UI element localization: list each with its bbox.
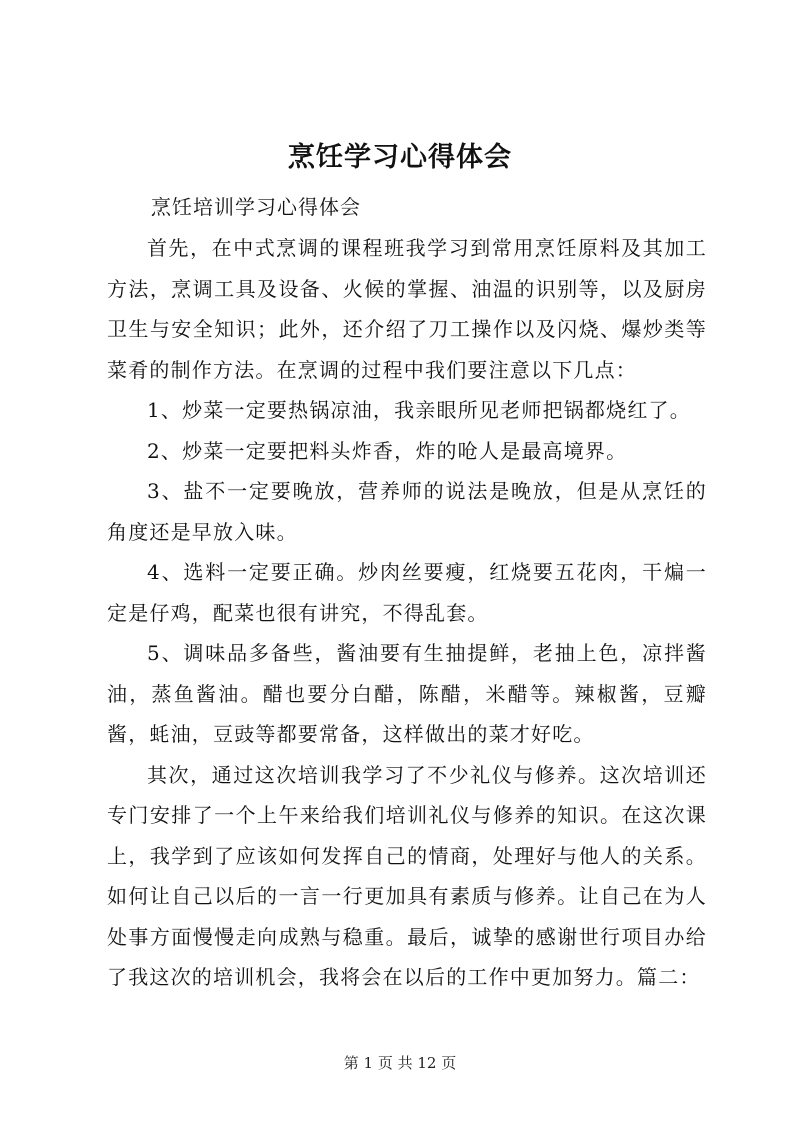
paragraph-point-3: 3、盐不一定要晚放，营养师的说法是晚放，但是从烹饪的角度还是早放入味。 <box>107 479 707 544</box>
paragraph-intro: 首先，在中式烹调的课程班我学习到常用烹饪原料及其加工方法，烹调工具及设备、火候的掌握、油温的识别等，以及厨房卫生与安全知识；此外，还介绍了刀工操作以及闪烧、爆炒类等菜肴的制作方法。在烹调的过程中我们要注意以下几点： <box>107 236 707 382</box>
page-footer: 第 1 页 共 12 页 <box>343 1054 457 1072</box>
document-body <box>107 228 707 998</box>
document-title: 烹饪学习心得体会 <box>288 142 512 173</box>
paragraph-point-5: 5、调味品多备些，酱油要有生抽提鲜，老抽上色，凉拌酱油，蒸鱼酱油。醋也要分白醋，陈醋，米醋等。辣椒酱，豆瓣酱，蚝油，豆豉等都要常备，这样做出的菜才好吃。 <box>107 641 707 746</box>
paragraph-conclusion: 其次，通过这次培训我学习了不少礼仪与修养。这次培训还专门安排了一个上午来给我们培训礼仪与修养的知识。在这次课上，我学到了应该如何发挥自己的情商，处理好与他人的关系。如何让自己以后的一言一行更加具有素质与修养。让自己在为人处事方面慢慢走向成熟与稳重。最后，诚挚的感谢世行项目办给了我这次的培训机会，我将会在以后的工作中更加努力。篇二： <box>107 762 707 989</box>
paragraph-point-4: 4、选料一定要正确。炒肉丝要瘦，红烧要五花肉，干煸一定是仔鸡，配菜也很有讲究，不得乱套。 <box>107 560 707 625</box>
paragraph-point-1: 1、炒菜一定要热锅凉油，我亲眼所见老师把锅都烧红了。 <box>147 398 691 422</box>
document-subtitle: 烹饪培训学习心得体会 <box>151 195 361 219</box>
paragraph-point-2: 2、炒菜一定要把料头炸香，炸的呛人是最高境界。 <box>147 438 628 463</box>
